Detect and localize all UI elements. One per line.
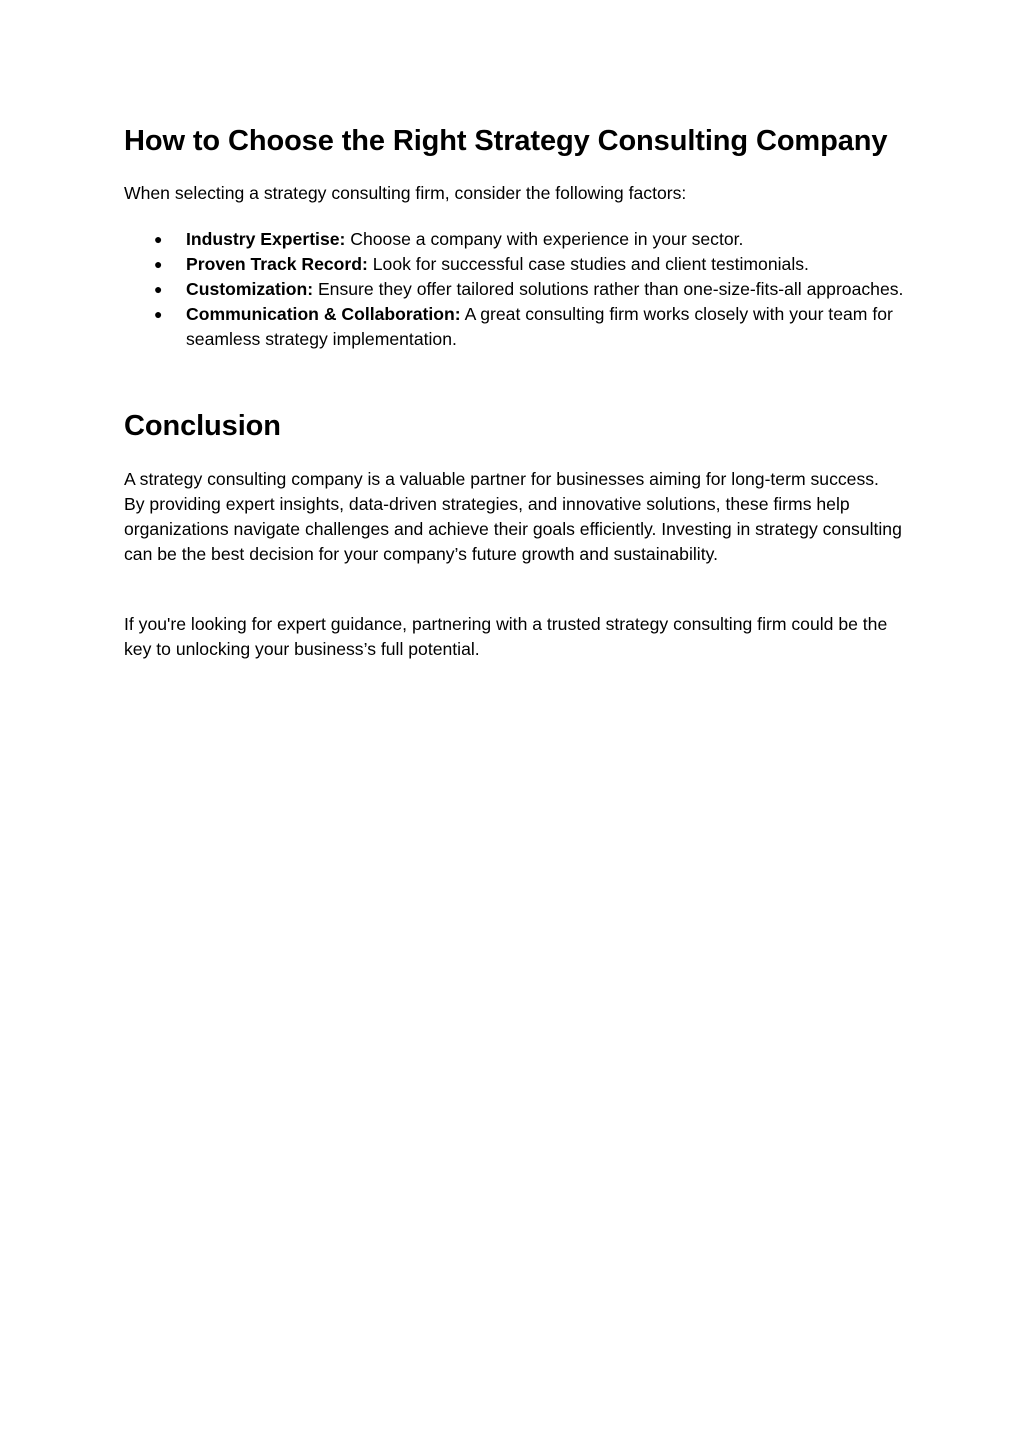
factor-text: Look for successful case studies and client testimonials.	[367, 254, 809, 274]
list-item	[124, 252, 904, 277]
list-item	[124, 227, 904, 252]
factor-term: Communication & Collaboration:	[186, 304, 461, 324]
factor-term: Proven Track Record:	[186, 254, 368, 274]
factor-term: Customization:	[186, 279, 314, 299]
factor-term: Industry Expertise:	[186, 229, 346, 249]
factor-text: Choose a company with experience in your sector.	[345, 229, 744, 249]
bullet-icon: ●	[154, 281, 163, 297]
bullet-icon: ●	[154, 231, 163, 247]
list-item	[124, 302, 904, 352]
heading-choose-consulting-company: How to Choose the Right Strategy Consulting Company	[124, 125, 888, 157]
closing-paragraph: If you're looking for expert guidance, partnering with a trusted strategy consulting firm could be the key to unlocking your business’s full potential.	[124, 614, 888, 659]
bullet-icon: ●	[154, 256, 163, 272]
conclusion-paragraph: A strategy consulting company is a valuable partner for businesses aiming for long-term success. By providing expert insights, data-driven strategies, and innovative solutions, these firms help organizations navigate challenges and achieve their goals efficiently. Investing in strategy consulting can be the best decision for your company’s future growth and sustainability.	[124, 469, 902, 564]
factor-text: A great consulting firm works closely with your team for seamless strategy implementation.	[186, 304, 893, 349]
bullet-icon: ●	[154, 306, 163, 322]
factor-text: Ensure they offer tailored solutions rather than one-size-fits-all approaches.	[313, 279, 904, 299]
factors-list	[124, 227, 904, 352]
list-item	[124, 277, 904, 302]
heading-conclusion: Conclusion	[124, 410, 281, 442]
intro-paragraph: When selecting a strategy consulting firm, consider the following factors:	[124, 183, 687, 203]
